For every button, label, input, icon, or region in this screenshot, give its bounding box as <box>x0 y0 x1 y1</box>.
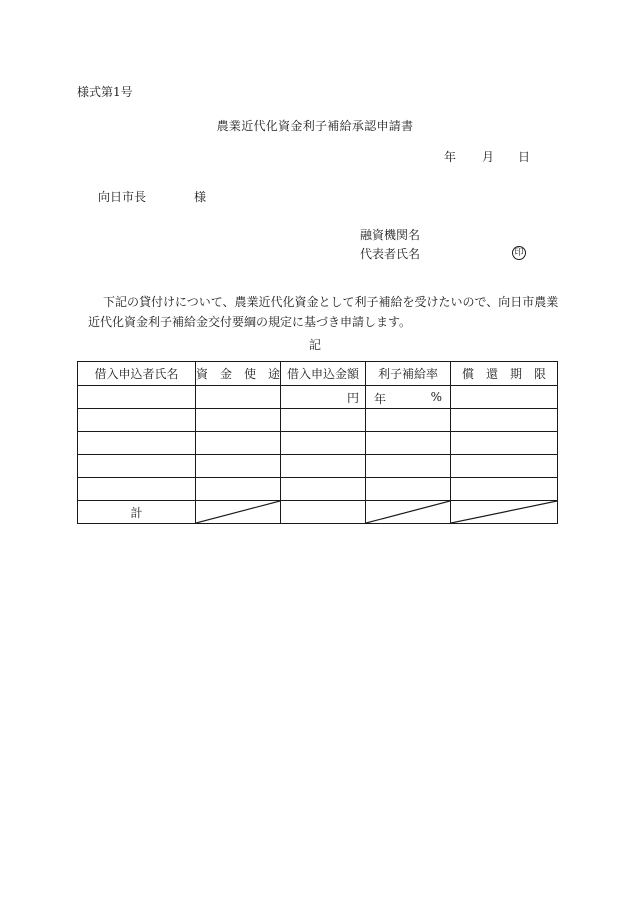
date-month-label: 月 <box>482 150 495 164</box>
cell-applicant-name[interactable] <box>78 432 196 455</box>
table-header-row <box>78 362 558 386</box>
seal-icon: 印 <box>512 246 526 260</box>
cell-loan-amount[interactable] <box>281 455 366 478</box>
table-total-row <box>78 501 558 524</box>
cell-repayment-term[interactable] <box>451 432 558 455</box>
amount-unit: 円 <box>346 390 359 405</box>
addressee-name: 向日市長 <box>98 190 147 204</box>
header-interest-rate: 利子補給率 <box>366 362 451 386</box>
table-row <box>78 386 558 409</box>
cell-applicant-name[interactable] <box>78 386 196 409</box>
header-loan-amount: 借入申込金額 <box>281 362 366 386</box>
notes-heading: 記 <box>309 338 322 352</box>
date-line <box>444 150 530 164</box>
cell-applicant-name[interactable] <box>78 455 196 478</box>
cell-interest-rate[interactable] <box>366 409 451 432</box>
cell-applicant-name[interactable] <box>78 409 196 432</box>
cell-interest-rate[interactable] <box>366 386 451 409</box>
cell-loan-amount[interactable] <box>281 386 366 409</box>
total-fund-use-crossed <box>196 501 281 524</box>
table-row <box>78 478 558 501</box>
cell-loan-amount[interactable] <box>281 432 366 455</box>
date-year-label: 年 <box>444 150 457 164</box>
cell-interest-rate[interactable] <box>366 432 451 455</box>
header-applicant-name: 借入申込者氏名 <box>78 362 196 386</box>
total-repayment-term-crossed <box>451 501 558 524</box>
total-loan-amount[interactable] <box>281 501 366 524</box>
institution-label: 融資機関名 <box>360 228 421 242</box>
cell-fund-use[interactable] <box>196 478 281 501</box>
addressee-honorific: 様 <box>194 190 207 204</box>
table-row <box>78 455 558 478</box>
cell-repayment-term[interactable] <box>451 478 558 501</box>
cell-repayment-term[interactable] <box>451 409 558 432</box>
total-interest-rate-crossed <box>366 501 451 524</box>
table-row <box>78 432 558 455</box>
form-number: 様式第1号 <box>77 85 133 99</box>
header-fund-use: 資 金 使 途 <box>196 362 281 386</box>
cell-fund-use[interactable] <box>196 455 281 478</box>
document-title: 農業近代化資金利子補給承認申請書 <box>216 119 414 133</box>
cell-interest-rate[interactable] <box>366 455 451 478</box>
cell-interest-rate[interactable] <box>366 478 451 501</box>
body-line-2: 近代化資金利子補給金交付要綱の規定に基づき申請します。 <box>88 315 412 329</box>
cell-fund-use[interactable] <box>196 386 281 409</box>
cell-loan-amount[interactable] <box>281 409 366 432</box>
cell-fund-use[interactable] <box>196 432 281 455</box>
cell-applicant-name[interactable] <box>78 478 196 501</box>
table-row <box>78 409 558 432</box>
cell-loan-amount[interactable] <box>281 478 366 501</box>
cell-repayment-term[interactable] <box>451 386 558 409</box>
body-line-1: 下記の貸付けについて、農業近代化資金として利子補給を受けたいので、向日市農業 <box>103 295 559 309</box>
cell-fund-use[interactable] <box>196 409 281 432</box>
representative-label: 代表者氏名 <box>360 247 421 261</box>
addressee <box>98 190 206 204</box>
diagonal-strike <box>366 501 450 523</box>
diagonal-strike <box>451 501 557 523</box>
rate-percent-label: % <box>430 390 442 404</box>
diagonal-strike <box>196 501 280 523</box>
loan-table <box>77 361 558 524</box>
rate-year-label: 年 <box>374 392 387 406</box>
header-repayment-term: 償 還 期 限 <box>451 362 558 386</box>
date-day-label: 日 <box>518 150 531 164</box>
cell-repayment-term[interactable] <box>451 455 558 478</box>
total-label: 計 <box>78 501 196 524</box>
